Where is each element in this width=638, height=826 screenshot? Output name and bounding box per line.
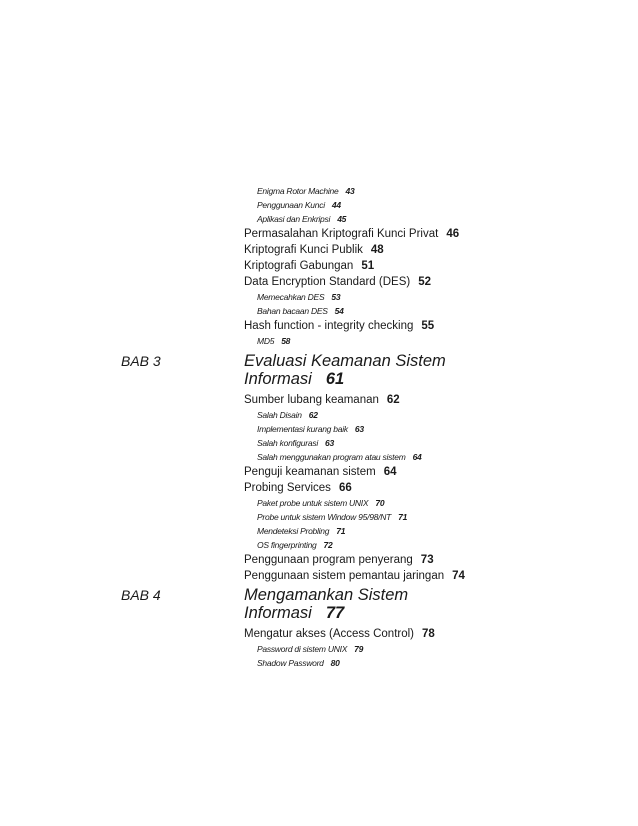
toc-entry-page: 73	[420, 554, 434, 566]
toc-entry	[257, 656, 435, 670]
chapter-title-text: Informasi	[244, 604, 312, 622]
toc-entry	[257, 496, 465, 510]
toc-entry	[257, 642, 435, 656]
chapter-page: 77	[325, 604, 345, 622]
toc-entry-title: Aplikasi dan Enkripsi	[257, 214, 331, 224]
chapter-title-text: Informasi	[244, 370, 312, 388]
toc-entry-page: 46	[446, 228, 460, 240]
chapter-title-line	[244, 370, 465, 388]
toc-entry-page: 52	[418, 276, 431, 288]
toc-entry-title: Enigma Rotor Machine	[257, 186, 339, 196]
chapter-title	[244, 586, 435, 622]
toc-entry	[244, 242, 459, 258]
toc-entry-page: 66	[338, 482, 352, 494]
toc-entry-page: 78	[422, 628, 435, 640]
chapter-block-4	[244, 586, 435, 670]
toc-entry-page: 64	[412, 452, 422, 462]
toc-entry-page: 79	[354, 644, 364, 654]
toc-entry-title: Shadow Password	[257, 658, 324, 668]
chapter-title-line: Evaluasi Keamanan Sistem	[244, 352, 446, 370]
toc-entry-page: 63	[354, 424, 364, 434]
toc-entry	[257, 538, 465, 552]
toc-entry	[257, 212, 459, 226]
chapter-title-line	[244, 604, 435, 622]
chapter-title	[244, 352, 465, 388]
toc-entry	[257, 510, 465, 524]
toc-entry	[244, 226, 459, 242]
toc-entry-page: 74	[452, 570, 465, 582]
toc-entry-title: Penggunaan Kunci	[257, 200, 325, 210]
toc-entry	[257, 408, 465, 422]
toc-entry-page: 43	[345, 186, 355, 196]
chapter-label: BAB 3	[121, 353, 161, 369]
toc-entry	[257, 290, 459, 304]
chapter-block-3	[244, 352, 465, 584]
toc-entry-title: Mendeteksi Probling	[257, 526, 330, 536]
toc-entry	[244, 464, 465, 480]
toc-entry-page: 63	[324, 438, 334, 448]
chapter-label: BAB 4	[121, 587, 161, 603]
toc-entry-title: Memecahkan DES	[257, 292, 325, 302]
toc-entry-page: 80	[330, 658, 340, 668]
toc-entry-title: Kriptografi Kunci Publik	[244, 244, 363, 256]
toc-entry-page: 64	[383, 466, 397, 478]
toc-entry	[244, 480, 465, 496]
toc-entry-title: Salah konfigurasi	[257, 438, 318, 448]
toc-entry	[244, 258, 459, 274]
chapter-title-line: Mengamankan Sistem	[244, 586, 409, 604]
toc-entry-title: Data Encryption Standard (DES)	[244, 276, 411, 288]
toc-entry-title: Penggunaan program penyerang	[244, 554, 413, 566]
toc-entry	[244, 392, 465, 408]
toc-entry-page: 45	[337, 214, 347, 224]
toc-entry-title: MD5	[257, 336, 275, 346]
toc-entry-title: Mengatur akses (Access Control)	[244, 628, 415, 640]
toc-entry-page: 71	[398, 512, 408, 522]
toc-entry-title: Salah Disain	[257, 410, 302, 420]
toc-entry-page: 58	[281, 336, 291, 346]
toc-entry-page: 62	[386, 394, 400, 406]
toc-entry	[244, 568, 465, 584]
toc-entry-page: 54	[334, 306, 344, 316]
toc-entry	[244, 552, 465, 568]
toc-entry	[257, 304, 459, 318]
toc-entry-page: 71	[336, 526, 346, 536]
toc-entry-title: Penggunaan sistem pemantau jaringan	[244, 570, 445, 582]
toc-entry	[244, 318, 459, 334]
toc-entry-title: OS fingerprinting	[257, 540, 317, 550]
toc-entry-title: Password di sistem UNIX	[257, 644, 348, 654]
toc-entry-page: 55	[421, 320, 435, 332]
toc-entry-title: Paket probe untuk sistem UNIX	[257, 498, 369, 508]
toc-entry	[257, 334, 459, 348]
toc-continued-block	[244, 184, 459, 348]
toc-entry-page: 48	[370, 244, 384, 256]
toc-entry	[257, 524, 465, 538]
toc-entry-page: 44	[331, 200, 341, 210]
toc-entry-title: Hash function - integrity checking	[244, 320, 414, 332]
toc-entry	[244, 274, 459, 290]
toc-entry-title: Bahan bacaan DES	[257, 306, 328, 316]
toc-entry-title: Salah menggunakan program atau sistem	[257, 452, 406, 462]
toc-entry-page: 51	[361, 260, 375, 272]
toc-entry	[257, 198, 459, 212]
toc-entry-page: 70	[375, 498, 385, 508]
toc-entry-title: Implementasi kurang baik	[257, 424, 348, 434]
toc-entry	[257, 422, 465, 436]
toc-entry-title: Probe untuk sistem Window 95/98/NT	[257, 512, 392, 522]
toc-entry-page: 72	[323, 540, 333, 550]
toc-entry-title: Probing Services	[244, 482, 331, 494]
toc-entry-page: 62	[308, 410, 318, 420]
chapter-page: 61	[325, 370, 345, 388]
toc-entry-title: Sumber lubang keamanan	[244, 394, 379, 406]
toc-entry	[257, 184, 459, 198]
toc-entry	[257, 436, 465, 450]
toc-entry	[244, 626, 435, 642]
toc-entry	[257, 450, 465, 464]
toc-entry-title: Penguji keamanan sistem	[244, 466, 376, 478]
toc-entry-page: 53	[331, 292, 341, 302]
toc-entry-title: Kriptografi Gabungan	[244, 260, 354, 272]
toc-entry-title: Permasalahan Kriptografi Kunci Privat	[244, 228, 439, 240]
